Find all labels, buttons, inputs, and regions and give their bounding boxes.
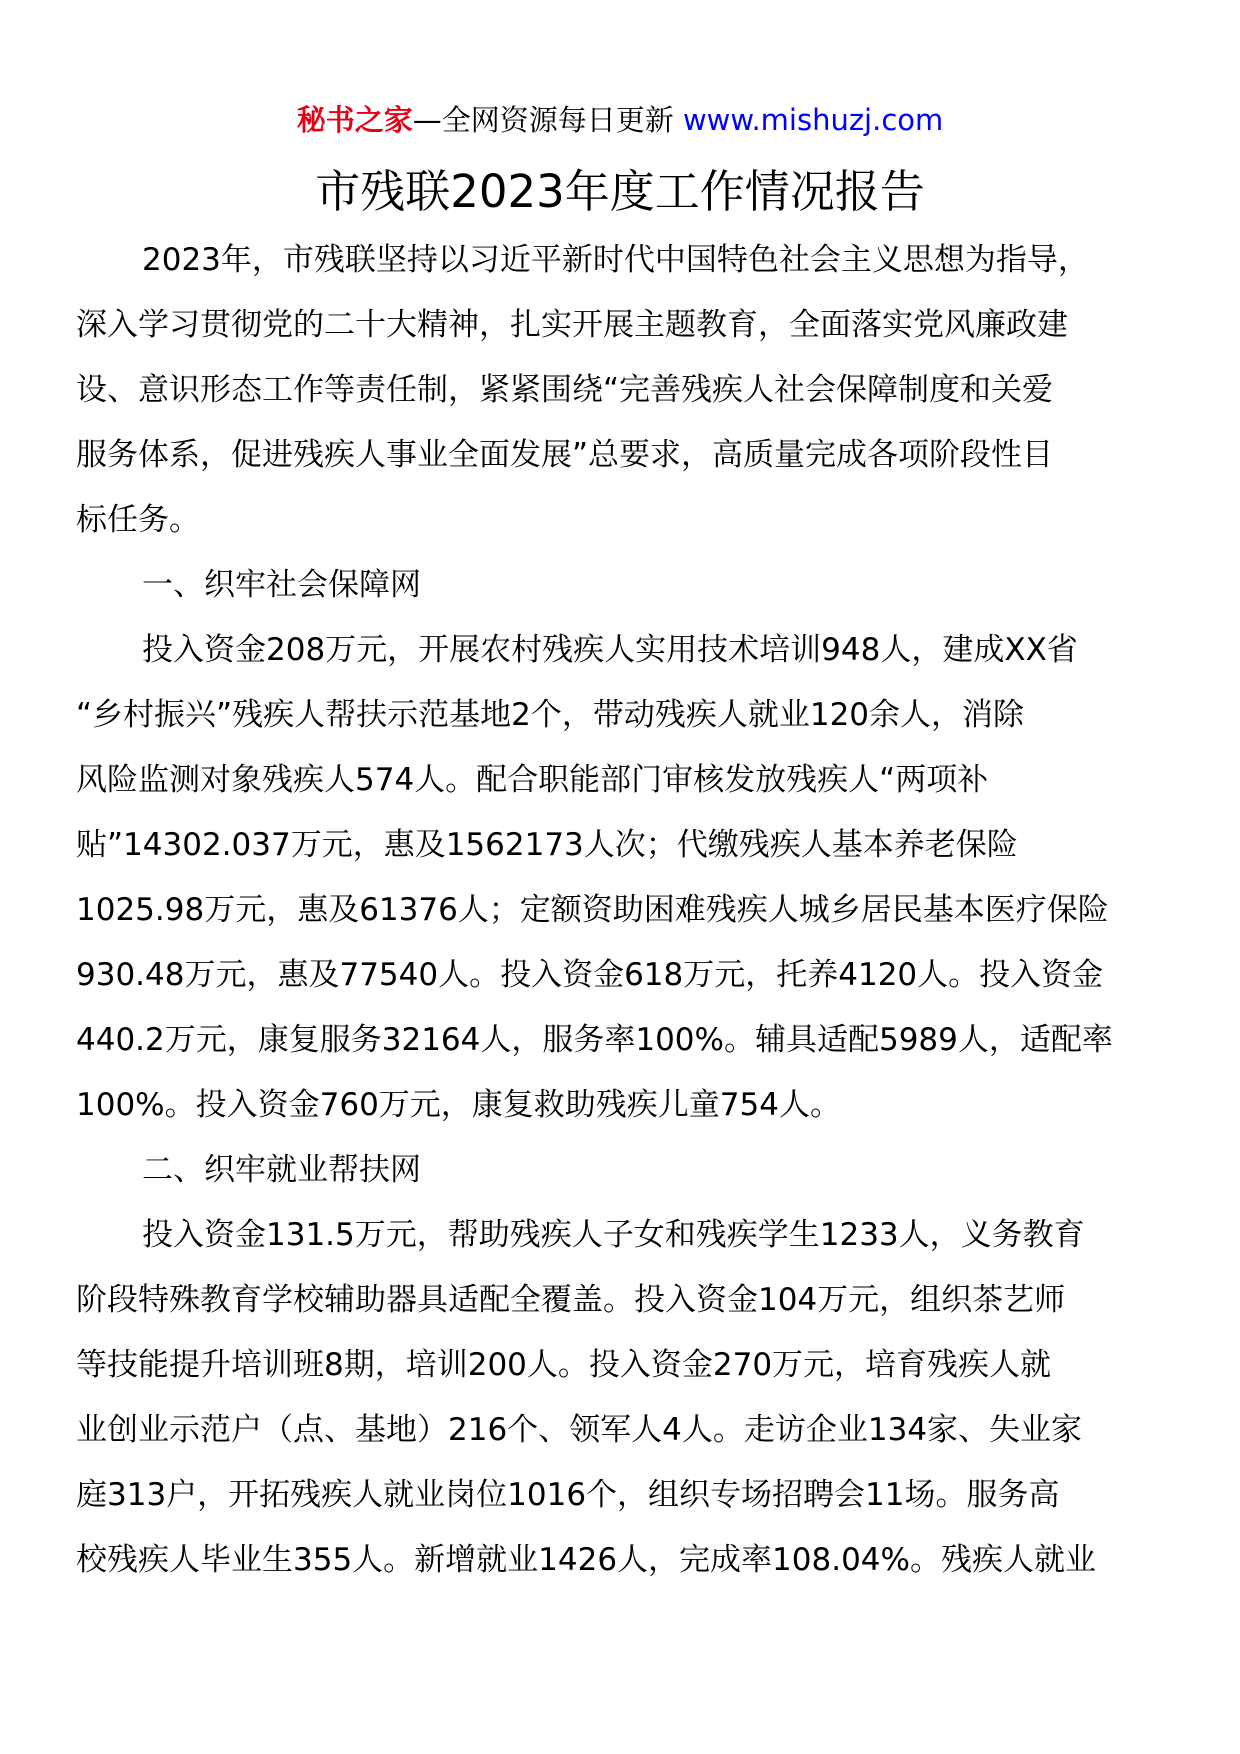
text-line: 等技能提升培训班8期，培训200人。投入资金270万元，培育残疾人就 — [76, 1347, 1052, 1383]
text-line: 440.2万元，康复服务32164人，服务率100%。辅具适配5989人，适配率 — [76, 1022, 1113, 1058]
site-header — [0, 100, 1240, 140]
text-line: “乡村振兴”残疾人帮扶示范基地2个，带动残疾人就业120余人，消除 — [76, 697, 1025, 733]
text-line: 深入学习贯彻党的二十大精神，扎实开展主题教育，全面落实党风廉政建 — [76, 307, 1068, 343]
document-title: 市残联2023年度工作情况报告 — [315, 165, 925, 218]
text-line: 设、意识形态工作等责任制，紧紧围绕“完善残疾人社会保障制度和关爱 — [76, 372, 1054, 408]
paragraph-social-security — [76, 618, 1168, 1138]
text-line: 风险监测对象残疾人574人。配合职能部门审核发放残疾人“两项补 — [76, 762, 989, 798]
section-heading-social-security — [76, 553, 1168, 618]
text-line: 1025.98万元，惠及61376人；定额资助困难残疾人城乡居民基本医疗保险 — [76, 892, 1109, 928]
text-line: 2023年，市残联坚持以习近平新时代中国特色社会主义思想为指导， — [142, 242, 1089, 278]
website-link[interactable]: www.mishuzj.com — [682, 103, 944, 137]
text-line: 投入资金208万元，开展农村残疾人实用技术培训948人，建成XX省 — [142, 632, 1078, 668]
section-heading: 二、织牢就业帮扶网 — [142, 1152, 421, 1188]
section-heading-employment — [76, 1138, 1168, 1203]
paragraph-intro — [76, 228, 1168, 553]
text-line: 投入资金131.5万元，帮助残疾人子女和残疾学生1233人，义务教育 — [142, 1217, 1085, 1253]
document-body — [76, 228, 1168, 1593]
text-line: 校残疾人毕业生355人。新增就业1426人，完成率108.04%。残疾人就业 — [76, 1542, 1096, 1578]
text-line: 标任务。 — [76, 502, 200, 538]
text-line: 阶段特殊教育学校辅助器具适配全覆盖。投入资金104万元，组织茶艺师 — [76, 1282, 1066, 1318]
text-line: 100%。投入资金760万元，康复救助残疾儿童754人。 — [76, 1087, 841, 1123]
paragraph-employment — [76, 1203, 1168, 1593]
text-line: 930.48万元，惠及77540人。投入资金618万元，托养4120人。投入资金 — [76, 957, 1104, 993]
text-line: 庭313户，开拓残疾人就业岗位1016个，组织专场招聘会11场。服务高 — [76, 1477, 1060, 1513]
text-line: 业创业示范户（点、基地）216个、领军人4人。走访企业134家、失业家 — [76, 1412, 1083, 1448]
brand-name: 秘书之家 — [296, 103, 413, 137]
text-line: 服务体系，促进残疾人事业全面发展”总要求，高质量完成各项阶段性目 — [76, 437, 1054, 473]
text-line: 贴”14302.037万元，惠及1562173人次；代缴残疾人基本养老保险 — [76, 827, 1018, 863]
section-heading: 一、织牢社会保障网 — [142, 567, 421, 603]
header-slogan: —全网资源每日更新 — [412, 103, 683, 137]
